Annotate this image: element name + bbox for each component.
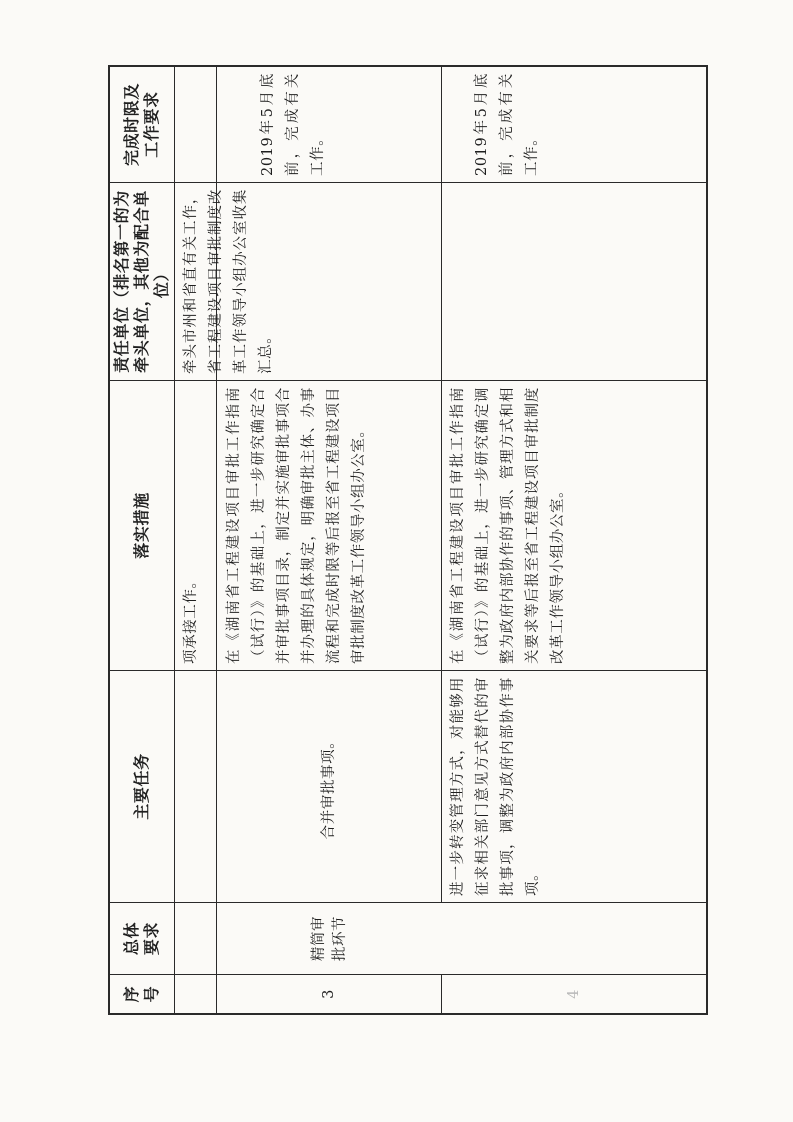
row-0-measure: 项承接工作。: [183, 573, 199, 664]
header-overall: 总体要求: [122, 921, 161, 956]
row-2-seq: 4: [565, 989, 582, 999]
row-2-deadline: 2019年5月底前，完成有关工作。: [474, 73, 540, 176]
header-deadline: 完成时限及工作要求: [122, 83, 161, 167]
row-1-deadline: 2019年5月底前，完成有关工作。: [260, 73, 326, 176]
header-seq: 序号: [122, 985, 161, 1003]
measures-table: [108, 65, 708, 1015]
row-2-task: 进一步转变管理方式，对能够用征求相关部门意见方式替代的审批事项，调整为政府内部协作事项。: [450, 677, 541, 896]
row-1-seq: 3: [320, 989, 337, 999]
table-border-left: [108, 1013, 708, 1015]
header-task: 主要任务: [132, 753, 151, 820]
row-1-responsible-text: 牵头市州和省直有关工作，省工程建设项目审批制度改革工作领导小组办公室收集汇总。: [183, 189, 274, 374]
col-divider: [108, 902, 708, 903]
row-1-measure: 在《湖南省工程建设项目审批工作指南（试行）》的基础上，进一步研究确定合并审批事项目录，制定并实施审批事项合并办理的具体规定，明确审批主体、办事流程和完成时限等后报至省工程建设项目审批制度改革工作领导小组办公室。: [226, 387, 367, 664]
row-1-task: 合并审批事项。: [320, 733, 337, 840]
row-divider: [441, 67, 442, 183]
overall-group-cell: 精简审批环节: [311, 915, 348, 962]
row-2-measure: 在《湖南省工程建设项目审批工作指南（试行）》的基础上，进一步研究确定调整为政府内部协作的事项、管理方式和相关要求等后报至省工程建设项目审批制度改革工作领导小组办公室。: [450, 387, 566, 664]
header-responsible: 责任单位（排名第一的为牵头单位，其他为配合单位）: [112, 190, 171, 373]
table-border-bottom: [706, 65, 708, 1015]
header-measure: 落实措施: [132, 492, 151, 559]
